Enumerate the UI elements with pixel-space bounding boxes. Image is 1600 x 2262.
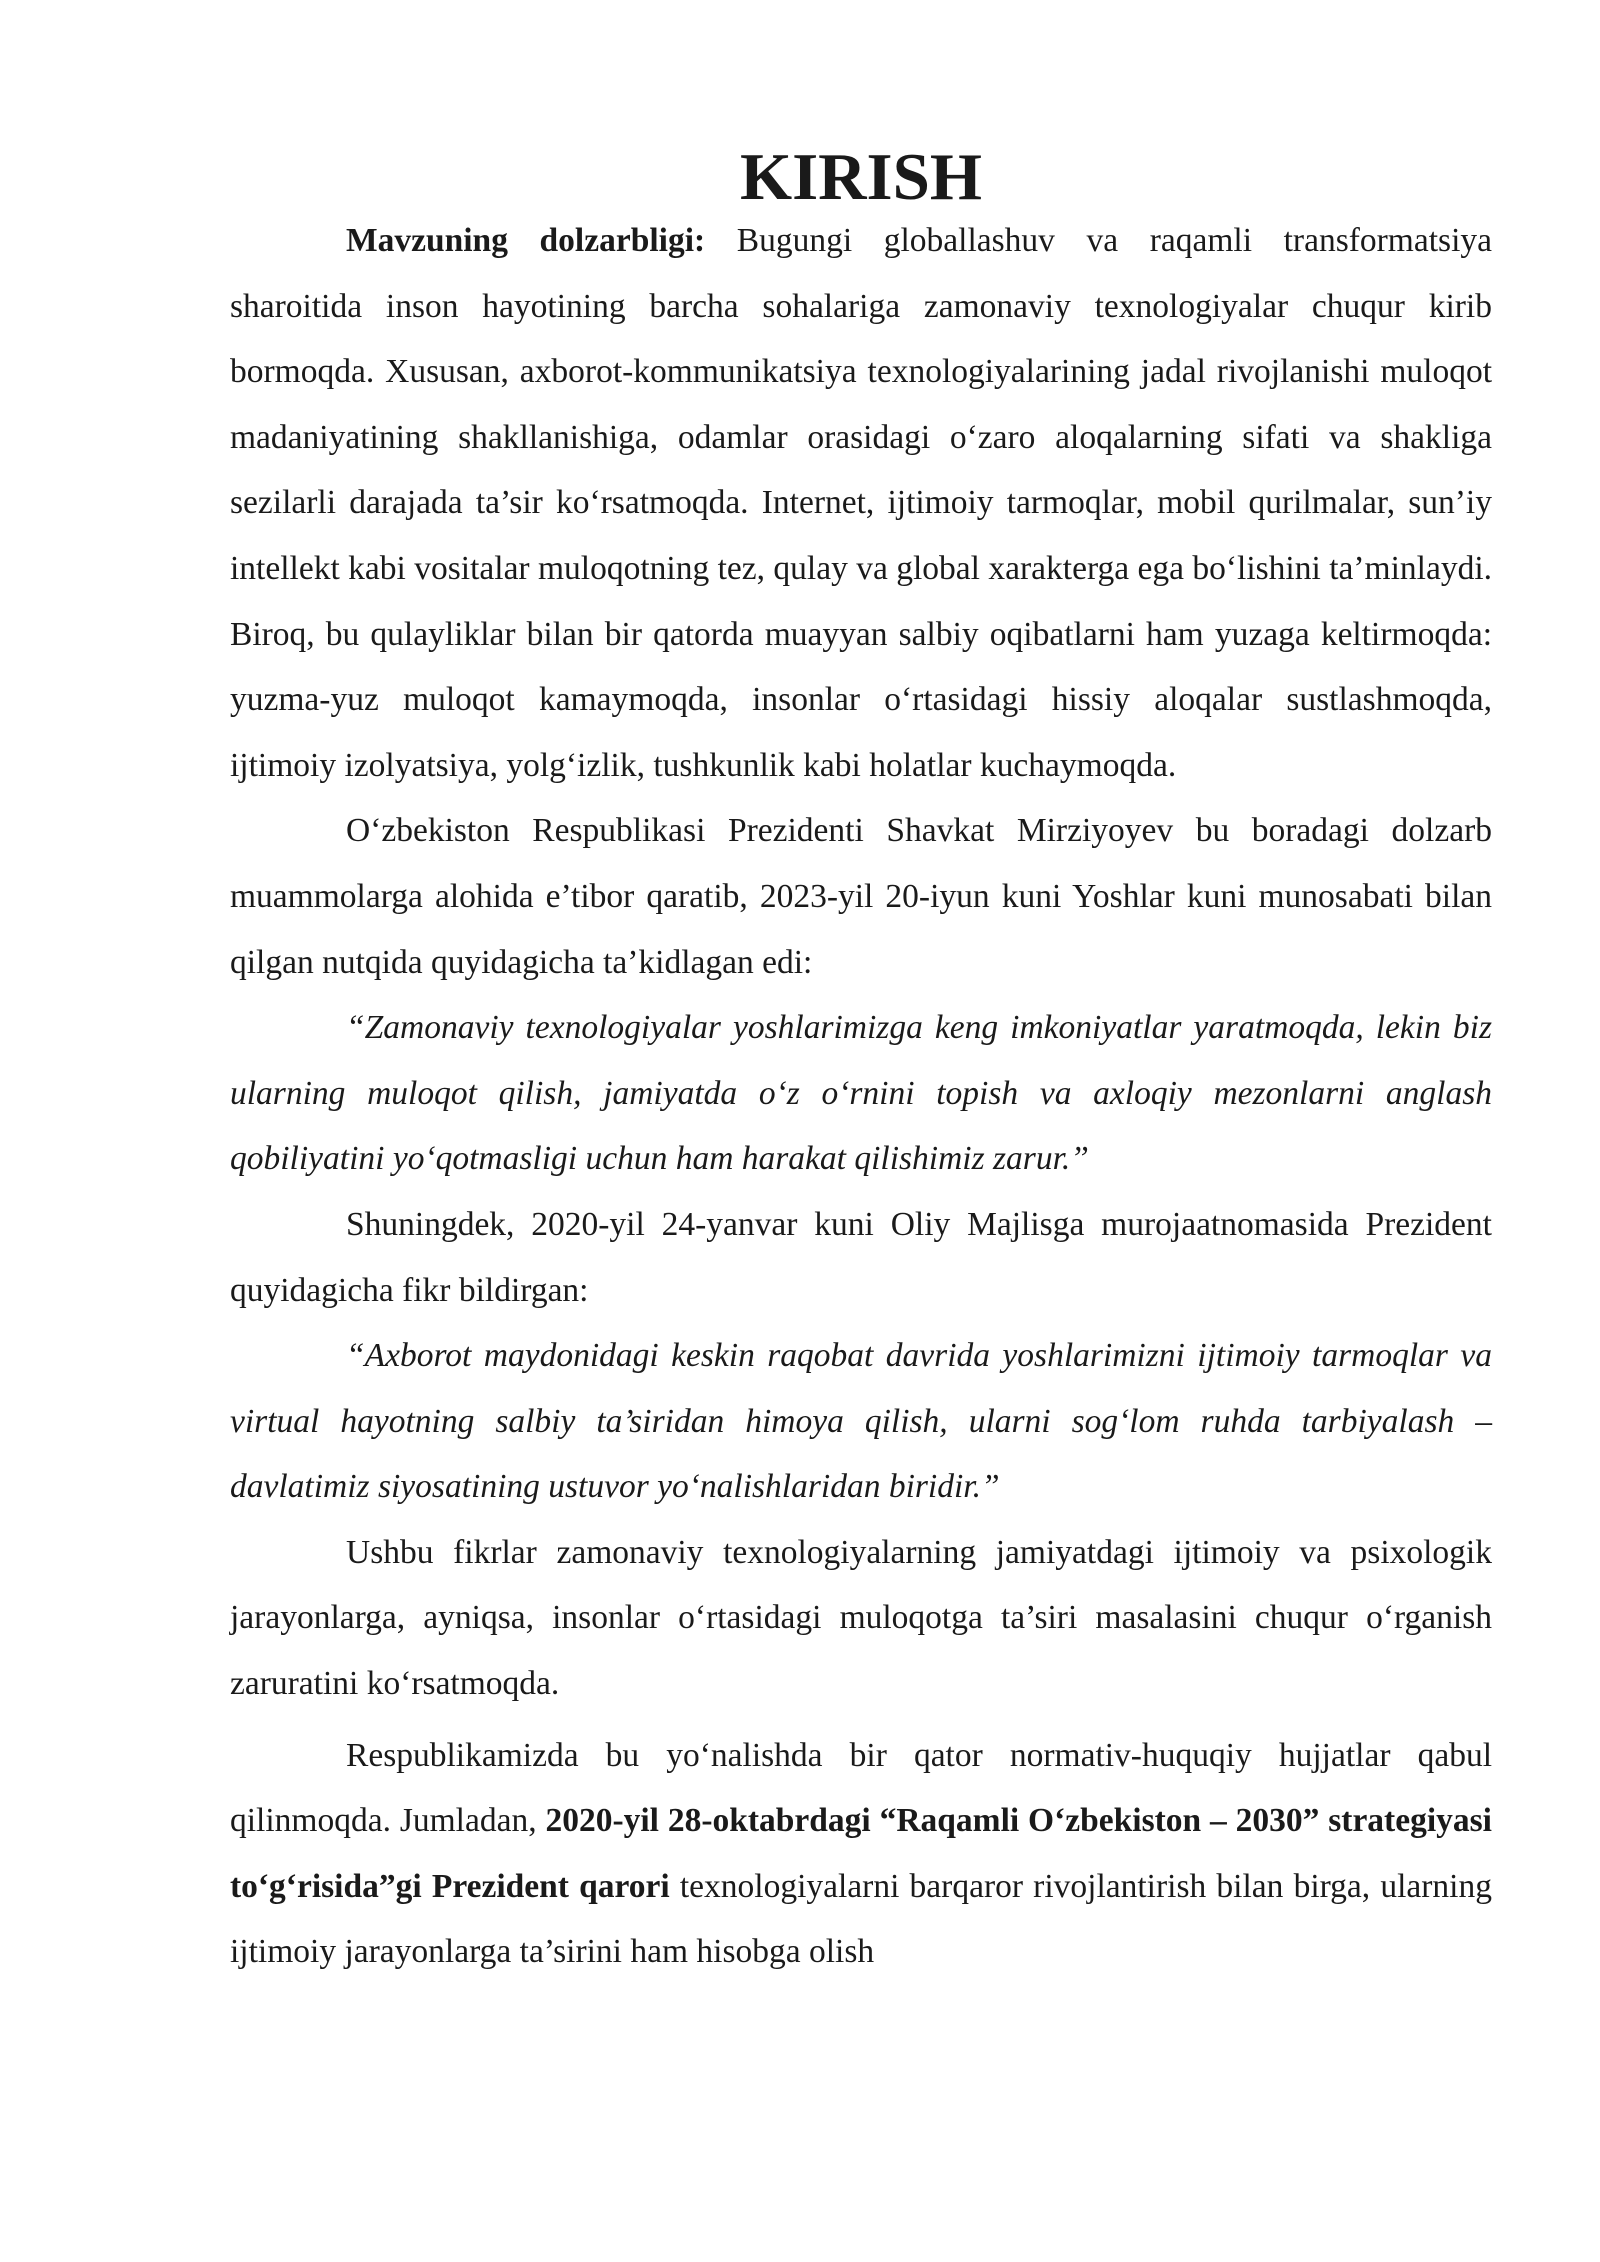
paragraph-text-start: Respublikamizda bu yo‘nalishda bir qator normativ-huquqiy hujjatlar qabul qilinmoqda. Jumladan,: [230, 1736, 1492, 1840]
paragraph-president-speech: O‘zbekiston Respublikasi Prezidenti Shavkat Mirziyoyev bu boradagi dolzarb muammolarga alohida e’tibor qaratib, 2023-yil 20-iyun kuni Yoshlar kuni munosabati bilan qilgan nutqida quyidagicha ta’kidlagan edi:: [230, 812, 1492, 981]
paragraph-normative: [230, 1723, 1492, 1985]
quote-oliy-majlis: “Axborot maydonidagi keskin raqobat davrida yoshlarimizni ijtimoiy tarmoqlar va virtual hayotning salbiy ta’siridan himoya qilish, ularni sog‘lom ruhda tarbiyalash – davlatimiz siyosatining ustuvor yo‘nalishlaridan biridir.”: [230, 1337, 1492, 1506]
quote-youth-day: “Zamonaviy texnologiyalar yoshlarimizga keng imkoniyatlar yaratmoqda, lekin biz ularning muloqot qilish, jamiyatda o‘z o‘rnini topish va axloqiy mezonlarni anglash qobiliyatini yo‘qotmasligi uchun ham harakat qilishimiz zarur.”: [230, 1009, 1492, 1178]
paragraph-thoughts: Ushbu fikrlar zamonaviy texnologiyalarning jamiyatdagi ijtimoiy va psixologik jarayonlarga, ayniqsa, insonlar o‘rtasidagi muloqotga ta’siri masalasini chuqur o‘rganish zaruratini ko‘rsatmoqda.: [230, 1533, 1492, 1703]
paragraph-text-end: texnologiyalarni barqaror rivojlantirish bilan birga, ularning ijtimoiy jarayonlarga ta’sirini ham hisobga olish: [230, 1867, 1492, 1971]
paragraph-address: Shuningdek, 2020-yil 24-yanvar kuni Oliy Majlisga murojaatnomasida Prezident quyidagicha fikr bildirgan:: [230, 1205, 1492, 1309]
paragraph-text: Bugungi globallashuv va raqamli transformatsiya sharoitida inson hayotining barcha sohalariga zamonaviy texnologiyalar chuqur kirib bormoqda. Xususan, axborot-kommunikatsiya texnologiyalarining jadal rivojlanishi muloqot madaniyatining shakllanishiga, odamlar orasidagi o‘zaro aloqalarning sifati va shakliga sezilarli darajada ta’sir ko‘rsatmoqda. Internet, ijtimoiy tarmoqlar, mobil qurilmalar, sun’iy intellekt kabi vositalar muloqotning tez, qulay va global xarakterga ega bo‘lishini ta’minlaydi. Biroq, bu qulayliklar bilan bir qatorda muayyan salbiy oqibatlarni ham yuzaga keltirmoqda: yuzma-yuz muloqot kamaymoqda, insonlar o‘rtasidagi hissiy aloqalar sustlashmoqda, ijtimoiy izolyatsiya, yolg‘izlik, tushkunlik kabi holatlar kuchaymoqda.: [230, 222, 1492, 784]
paragraph-relevance: [230, 208, 1492, 798]
document-page: [230, 140, 1492, 1985]
decree-reference: 2020-yil 28-oktabrdagi “Raqamli O‘zbekiston – 2030” strategiyasi to‘g‘risida”gi Prezident qarori: [230, 1802, 1492, 1905]
paragraph-lead: Mavzuning dolzarbligi:: [346, 222, 706, 259]
page-title: KIRISH: [739, 140, 983, 214]
